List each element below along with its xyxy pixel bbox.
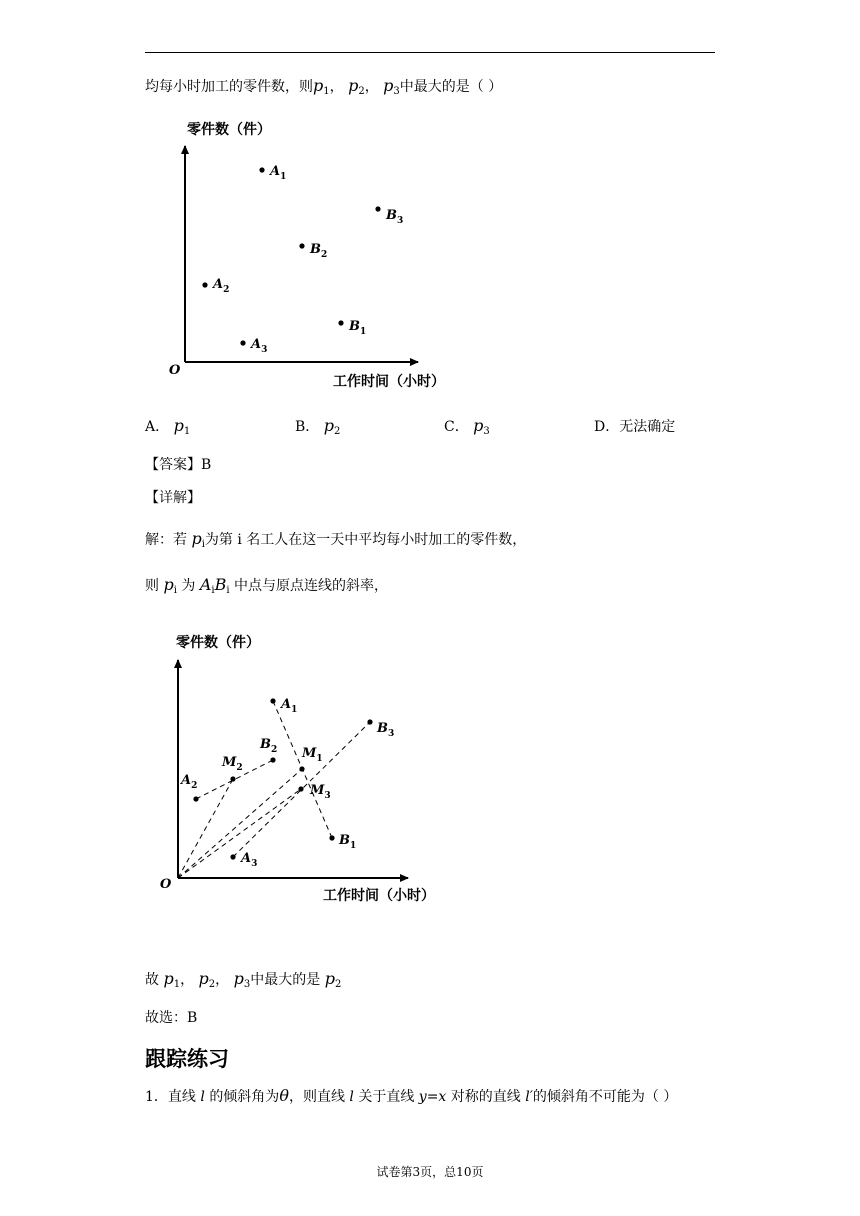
fig2-dashed-lines: [178, 701, 370, 878]
fig2-point-B2: [259, 737, 277, 763]
fig2-point-A3: [230, 851, 257, 869]
fig1-point-B1: [338, 319, 366, 337]
fig2-point-A1: [270, 697, 297, 715]
option-c: C． $p_3$: [444, 416, 490, 437]
fig2-axes: [178, 660, 408, 878]
fig1-y-label: 零件数（件）: [187, 122, 271, 138]
q1-line: 1．直线 l 的倾斜角为θ，则直线 l 关于直线 y=x 对称的直线 l′的倾斜角不可能为（ ）: [145, 1086, 678, 1105]
svg-text:A3: $A_3$: [251, 337, 268, 355]
fig1-point-B3: [375, 206, 403, 226]
fig2-point-M3: [298, 783, 330, 801]
svg-text:B3: $B_3$: [386, 208, 404, 226]
option-b: B． $p_2$: [295, 416, 341, 437]
svg-text:B1: $B_1$: [349, 319, 367, 337]
fig1-point-B2: [299, 242, 327, 260]
choice-line: 故选：B: [145, 1010, 198, 1026]
detail-line-1: 解：若 $p_i$为第 i 名工人在这一天中平均每小时加工的零件数，: [145, 529, 527, 550]
option-d: D．无法确定: [594, 419, 676, 435]
fig1-axes: [185, 146, 418, 362]
fig1-point-A1: [259, 164, 286, 182]
fig2-origin: O: [160, 877, 172, 892]
fig1-point-A2: [202, 277, 229, 295]
fig2-point-A2: [179, 773, 199, 802]
svg-text:B3: $B_3$: [377, 721, 395, 739]
answer-line: 【答案】B: [145, 457, 212, 473]
fig1-x-label: 工作时间（小时）: [333, 374, 445, 390]
svg-text:M1: $M_1$: [302, 746, 323, 764]
fig2-point-M1: [299, 746, 322, 772]
svg-text:A2: $A_2$: [181, 773, 198, 791]
svg-text:B2: $B_2$: [260, 737, 278, 755]
svg-text:M3: $M_3$: [310, 783, 331, 801]
svg-text:A1: $A_1$: [270, 164, 287, 182]
option-a: A． $p_1$: [145, 416, 191, 437]
fig2-point-B1: [329, 833, 356, 851]
svg-text:A2: $A_2$: [213, 277, 230, 295]
svg-text:A3: $A_3$: [241, 851, 258, 869]
svg-text:M2: $M_2$: [222, 755, 243, 773]
fig1-origin: O: [169, 363, 181, 378]
fig2-y-label: 零件数（件）: [176, 635, 260, 651]
question-line: 均每小时加工的零件数，则$p_1$， $p_2$， $p_3$中最大的是（ ）: [145, 76, 503, 97]
fig2-x-label: 工作时间（小时）: [323, 888, 435, 904]
conclusion-line: 故 $p_1$， $p_2$， $p_3$中最大的是 $p_2$: [145, 969, 342, 990]
svg-text:B2: $B_2$: [310, 242, 328, 260]
svg-text:A1: $A_1$: [281, 697, 298, 715]
svg-text:B1: $B_1$: [339, 833, 357, 851]
section-title: 跟踪练习: [145, 1047, 229, 1071]
fig2-point-M2: [221, 755, 243, 782]
page-footer: 试卷第3页，总10页: [376, 1165, 484, 1179]
fig1-point-A3: [240, 337, 267, 355]
detail-line-2: 则 $p_i$ 为 $A_iB_i$ 中点与原点连线的斜率，: [145, 575, 388, 596]
detail-label: 【详解】: [145, 490, 201, 506]
fig2-point-B3: [367, 719, 394, 739]
